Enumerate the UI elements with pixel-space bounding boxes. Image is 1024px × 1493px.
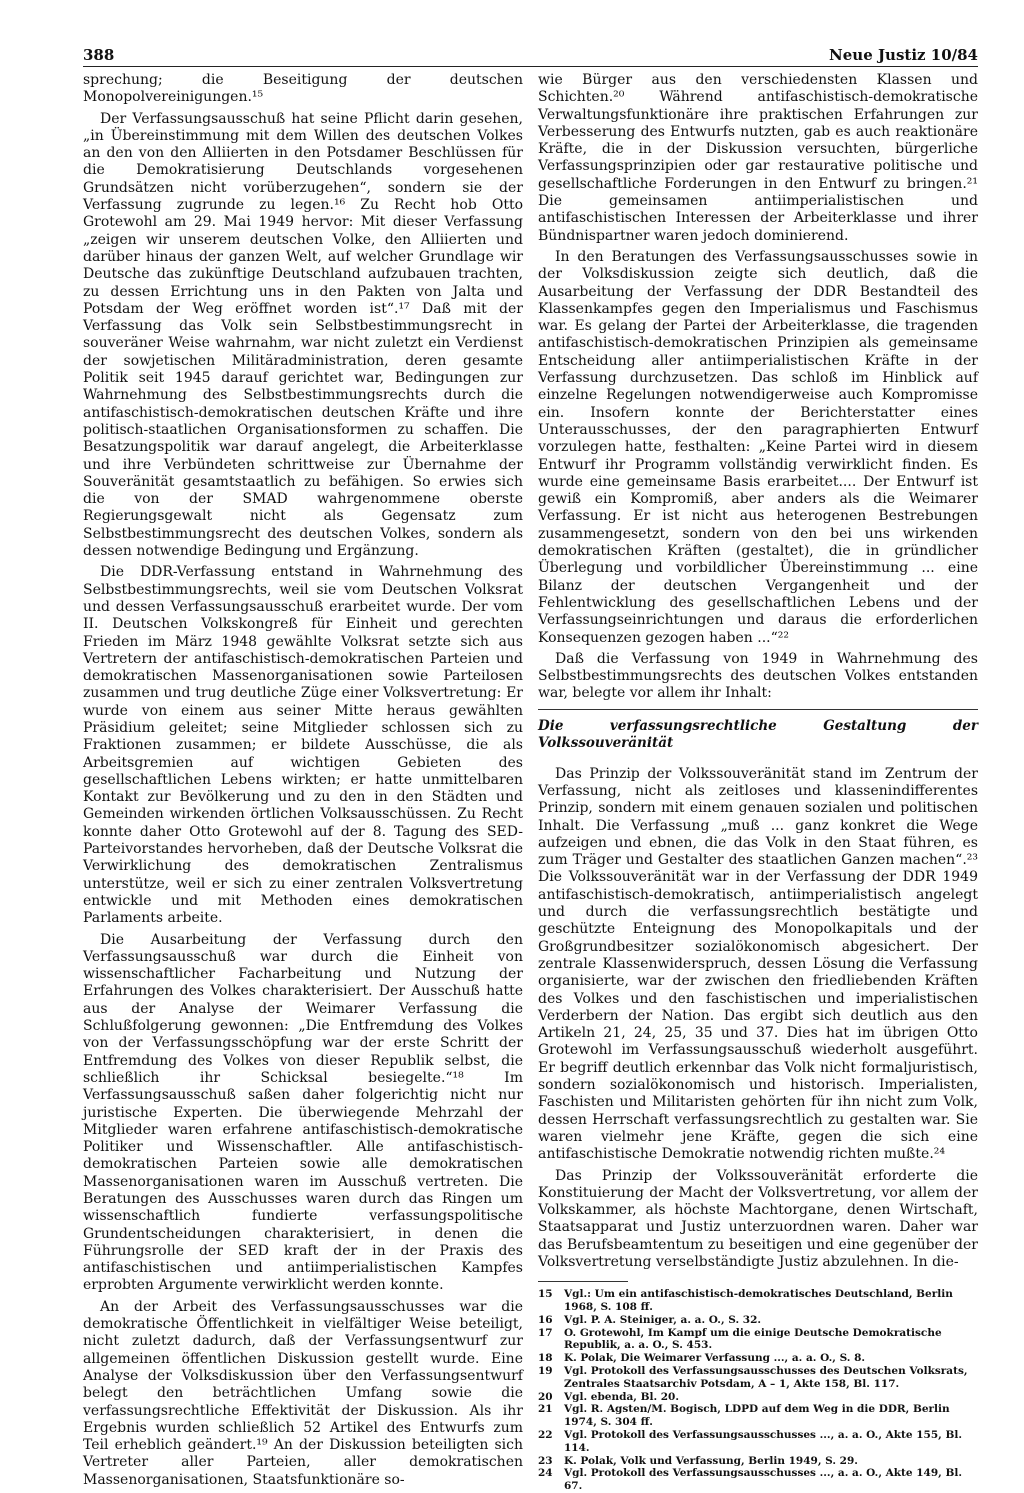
footnote — [538, 1467, 978, 1493]
footnote-separator — [538, 1281, 628, 1282]
paragraph: Die Ausarbeitung der Verfassung durch den Verfassungsausschuß war durch die Einheit von wissenschaftlicher Facharbeitung und Nutzung der Erfahrungen des Volkes charakterisiert. Der Ausschuß hatte aus der Analyse der Weimarer Verfassung die Schlußfolgerung gewonnen: „Die Entfremdung des Volkes von der Verfassungsschöpfung war der erste Schritt der Entfremdung des Volkes von dieser Republik selbst, die schließlich ihr Schicksal besiegelte.“¹⁸ Im Verfassungsausschuß saßen daher folgerichtig nicht nur juristische Experten. Die überwiegende Mehrzahl der Mitglieder waren erfahrene antifaschistisch-demokratische Politiker und Wissenschaftler. Alle antifaschistisch-demokratischen Parteien sowie alle demokratischen Massenorganisationen waren im Ausschuß vertreten. Die Beratungen des Ausschusses waren durch das Ringen um wissenschaftlich fundierte verfassungspolitische Grundentscheidungen charakterisiert, in denen die Führungsrolle der SED kraft der in der Praxis des antifaschistischen und antiimperialistischen Kampfes erprobten Argumente verwirklicht werden konnte. — [83, 931, 523, 1294]
footnote-number: 23 — [538, 1454, 553, 1467]
footnote-text: Vgl. R. Agsten/M. Bogisch, LDPD auf dem Weg in die DDR, Berlin 1974, S. 304 ff. — [564, 1403, 950, 1429]
footnote-text: Vgl. Protokoll des Verfassungsausschusses ..., a. a. O., Akte 149, Bl. 67. — [564, 1467, 962, 1493]
footnote-number: 21 — [538, 1403, 553, 1416]
footnote — [538, 1314, 978, 1327]
footnote-text: Vgl. Protokoll des Verfassungsausschusses des Deutschen Volksrats, Zentrales Staatsarchiv Potsdam, A – 1, Akte 158, Bl. 117. — [564, 1365, 968, 1390]
footnote-number: 15 — [538, 1288, 553, 1301]
footnote — [538, 1327, 978, 1353]
footnote-number: 22 — [538, 1429, 553, 1442]
footnote-text: K. Polak, Die Weimarer Verfassung ..., a. a. O., S. 8. — [564, 1352, 866, 1365]
paragraph: Der Verfassungsausschuß hat seine Pflicht darin gesehen, „in Übereinstimmung mit dem Willen des deutschen Volkes an den von den Alliierten in den Potsdamer Beschlüssen für die Demokratisierung Deutschlands vorgesehenen Grundsätzen nicht vorüberzugehen“, sondern sie der Verfassung zugrunde zu legen.¹⁶ Zu Recht hob Otto Grotewohl am 29. Mai 1949 hervor: Mit dieser Verfassung „zeigen wir unserem deutschen Volke, den Alliierten und darüber hinaus der ganzen Welt, auf welcher Grundlage wir Deutsche das zukünftige Deutschland aufzubauen trachten, zu dessen Errichtung uns in den Pakten von Jalta und Potsdam der Weg eröffnet worden ist“.¹⁷ Daß mit der Verfassung das Volk sein Selbstbestimmungsrecht in souveräner Weise wahrnahm, war nicht zuletzt ein Verdienst der sowjetischen Militäradministration, deren gesamte Politik seit 1945 darauf gerichtet war, Bedingungen zur Wahrnehmung des Selbstbestimmungsrechts durch die antifaschistisch-demokratischen deutschen Kräfte und ihre politisch-staatlichen Organisationsformen zu schaffen. Die Besatzungspolitik war darauf angelegt, die Arbeiterklasse und ihre Verbündeten schrittweise zur Übernahme der Souveränität gesamtstaatlich zu befähigen. So erwies sich die von der SMAD wahrgenommene oberste Regierungsgewalt nicht als Gegensatz zum Selbstbestimmungsrecht des deutschen Volkes, sondern als dessen notwendige Bedingung und Ergänzung. — [83, 110, 523, 560]
footnote — [538, 1429, 978, 1455]
journal-issue: Neue Justiz 10/84 — [829, 46, 978, 64]
footnote-text: Vgl. Protokoll des Verfassungsausschusses ..., a. a. O., Akte 155, Bl. 114. — [564, 1429, 962, 1454]
footnote-number: 20 — [538, 1390, 553, 1403]
paragraph: Daß die Verfassung von 1949 in Wahrnehmung des Selbstbestimmungsrechts des deutschen Volkes entstanden war, belegte vor allem ihr Inhalt: — [538, 650, 978, 702]
section-rule — [538, 709, 978, 710]
footnote-text: K. Polak, Volk und Verfassung, Berlin 1949, S. 29. — [564, 1454, 858, 1467]
left-column — [83, 72, 523, 1489]
paragraph: sprechung; die Beseitigung der deutschen Monopolvereinigungen.¹⁵ — [83, 72, 523, 106]
paragraph: Das Prinzip der Volkssouveränität erforderte die Konstituierung der Macht der Volksvertretung, vor allem der Volkskammer, als höchste Machtorgane, denen Wirtschaft, Staatsapparat und Justiz unterzuordnen waren. Daher war das Berufsbeamtentum zu beseitigen und eine gegenüber der Volksvertretung verselbständigte Justiz abzulehnen. In die- — [538, 1167, 978, 1270]
footnote — [538, 1288, 978, 1314]
footnote — [538, 1391, 978, 1404]
footnote-number: 18 — [538, 1352, 553, 1365]
footnote — [538, 1352, 978, 1365]
footnote-number: 19 — [538, 1365, 553, 1378]
paragraph: Die DDR-Verfassung entstand in Wahrnehmung des Selbstbestimmungsrechts, weil sie vom Deutschen Volksrat und dessen Verfassungsausschuß erarbeitet wurde. Der vom II. Deutschen Volkskongreß für Einheit und gerechten Frieden im März 1948 gewählte Volksrat setzte sich aus Vertretern der antifaschistisch-demokratischen Parteien und demokratischen Massenorganisationen sowie Parteilosen zusammen und trug deutliche Züge einer Volksvertretung: Er wurde von einem aus seiner Mitte heraus gewählten Präsidium geleitet; seine Mitglieder schlossen sich zu Fraktionen zusammen; er bildete Ausschüsse, die als Arbeitsgremien auf wichtigen Gebieten des gesellschaftlichen Lebens wirkten; er hatte unmittelbaren Kontakt zur Bevölkerung und zu den in den Städten und Gemeinden wirkenden örtlichen Volksausschüssen. Zu Recht konnte daher Otto Grotewohl auf der 8. Tagung des SED-Parteivorstandes hervorheben, daß der Deutsche Volksrat die Verwirklichung des demokratischen Zentralismus unterstütze, weil er sich zu einer zentralen Volksvertretung entwickle und mit Methoden eines demokratischen Parlaments arbeite. — [83, 564, 523, 927]
paragraph: In den Beratungen des Verfassungsausschusses sowie in der Volksdiskussion zeigte sich deutlich, daß die Ausarbeitung der Verfassung der DDR Bestandteil des Klassenkampfes gegen den Imperialismus und Faschismus war. Es gelang der Partei der Arbeiterklasse, die tragenden antifaschistisch-demokratischen Prinzipien als gemeinsame Entscheidung aller antiimperialistischen Kräfte in der Verfassung durchzusetzen. Das schloß im Hinblick auf einzelne Regelungen notwendigerweise auch Kompromisse ein. Insofern konnte der Berichterstatter eines Unterausschusses, der den paragraphierten Entwurf vorzulegen hatte, festhalten: „Keine Partei wird in diesem Entwurf ihr Programm vollständig verwirklicht finden. Es wurde eine gemeinsame Basis erarbeitet.... Der Entwurf ist gewiß ein Kompromiß, aber anders als die Weimarer Verfassung. Er ist nicht aus heterogenen Bestrebungen zusammengesetzt, sondern von den bei uns wirkenden demokratischen Kräften (gestaltet), die in gründlicher Überlegung und vorbildlicher Übereinstimmung ... eine Bilanz der deutschen Vergangenheit und der Fehlentwicklung des gesellschaftlichen Lebens und der Verfassungseinrichtungen und daraus die erforderlichen Konsequenzen gezogen haben ...“²² — [538, 248, 978, 646]
paragraph: Das Prinzip der Volkssouveränität stand im Zentrum der Verfassung, nicht als zeitloses und klassenindifferentes Prinzip, sondern mit einem genauen sozialen und politischen Inhalt. Die Verfassung „muß ... ganz konkret die Wege aufzeigen und ebnen, die das Volk in den Staat führen, es zum Träger und Gestalter des staatlichen Ganzen machen“.²³ Die Volkssouveränität war in der Verfassung der DDR 1949 antifaschistisch-demokratisch, antiimperialistisch angelegt und durch die verfassungsrechtlich bestätigte und geschützte Enteignung des Monopolkapitals und der Großgrundbesitzer sozialökonomisch abgesichert. Der zentrale Klassenwiderspruch, dessen Lösung die Verfassung organisierte, war der zwischen den friedliebenden Kräften des Volkes und den faschistischen und imperialistischen Verderbern der Nation. Das ergibt sich deutlich aus den Artikeln 21, 24, 25, 35 und 37. Dies hat im übrigen Otto Grotewohl im Verfassungsausschuß wiederholt ausgeführt. Er begriff deutlich erkennbar das Volk nicht formaljuristisch, sondern sozialökonomisch und historisch. Imperialisten, Faschisten und Militaristen gehörten für ihn nicht zum Volk, dessen Herrschaft verfassungsrechtlich zu gestalten war. Sie waren vielmehr jene Kräfte, gegen die sich eine antifaschistische Demokratie notwendig richten mußte.²⁴ — [538, 765, 978, 1163]
footnote-text: Vgl. ebenda, Bl. 20. — [564, 1390, 680, 1403]
footnote-text: Vgl.: Um ein antifaschistisch-demokratisches Deutschland, Berlin 1968, S. 108 ff. — [564, 1288, 953, 1314]
footnote-text: O. Grotewohl, Im Kampf um die einige Deutsche Demokratische Republik, a. a. O., S. 453. — [564, 1326, 942, 1352]
header-rule — [83, 66, 978, 67]
page-number: 388 — [83, 46, 115, 64]
footnote — [538, 1455, 978, 1468]
footnote-text: Vgl. P. A. Steiniger, a. a. O., S. 32. — [564, 1313, 762, 1326]
footnote-number: 17 — [538, 1326, 553, 1339]
paragraph: An der Arbeit des Verfassungsausschusses war die demokratische Öffentlichkeit in vielfältiger Weise beteiligt, nicht zuletzt dadurch, daß der Verfassungsentwurf zur allgemeinen öffentlichen Diskussion gestellt wurde. Eine Analyse der Volksdiskussion über den Verfassungsentwurf belegt den beträchtlichen Umfang sowie die verfassungsrechtliche Effektivität der Diskussion. Als ihr Ergebnis wurden schließlich 52 Artikel des Entwurfs zum Teil erheblich geändert.¹⁹ An der Diskussion beteiligten sich Vertreter aller Parteien, aller demokratischen Massenorganisationen, Staatsfunktionäre so- — [83, 1298, 523, 1488]
section-heading-block — [538, 709, 978, 752]
paragraph: wie Bürger aus den verschiedensten Klassen und Schichten.²⁰ Während antifaschistisch-demokratische Verwaltungsfunktionäre ihre praktischen Erfahrungen zur Verbesserung des Entwurfs nutzten, gab es auch reaktionäre Kräfte, die in der Diskussion versuchten, bürgerliche Verfassungsprinzipien oder gar restaurative politische und gesellschaftliche Forderungen in den Entwurf zu bringen.²¹ Die gemeinsamen antiimperialistischen und antifaschistischen Interessen der Arbeiterklasse und ihrer Bündnispartner waren jedoch dominierend. — [538, 72, 978, 244]
footnotes — [538, 1288, 978, 1493]
footnote — [538, 1403, 978, 1429]
footnote-number: 16 — [538, 1313, 553, 1326]
right-column — [538, 72, 978, 1493]
footnote-number: 24 — [538, 1467, 553, 1480]
footnote — [538, 1365, 978, 1391]
section-heading: Die verfassungsrechtliche Gestaltung der Volkssouveränität — [538, 717, 978, 751]
